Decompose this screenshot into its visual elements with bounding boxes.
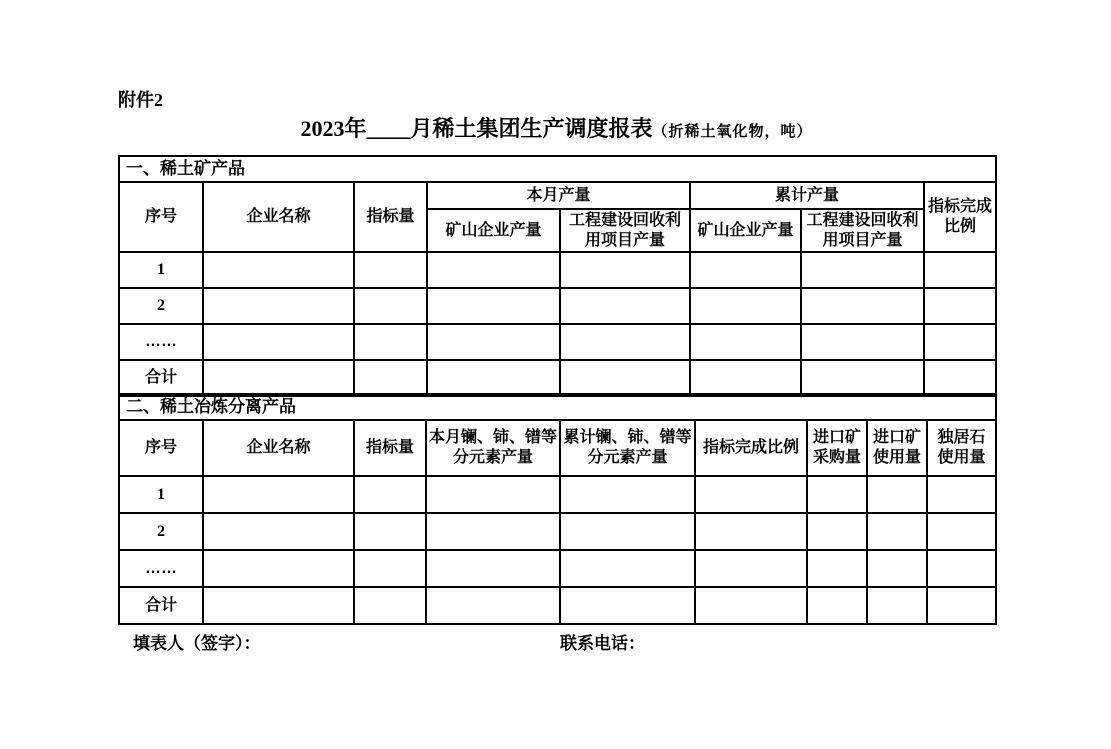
imported-ore-purchase-header: 进口矿采购量 — [807, 420, 867, 476]
empty-cell — [867, 476, 927, 513]
cumulative-element-output-header: 累计镧、铈、镨等分元素产量 — [560, 420, 695, 476]
empty-cell — [560, 288, 690, 324]
quota-header: 指标量 — [354, 420, 426, 476]
section-title-minerals: 一、稀土矿产品 — [119, 156, 996, 182]
table-row — [119, 324, 996, 360]
table-row — [119, 394, 996, 420]
table-row — [119, 476, 996, 513]
minerals-table — [118, 155, 997, 397]
empty-cell — [354, 550, 426, 587]
row-seq-label: 2 — [119, 513, 203, 550]
quota-header: 指标量 — [354, 182, 427, 252]
empty-cell — [560, 587, 695, 624]
empty-cell — [354, 513, 426, 550]
empty-cell — [203, 550, 354, 587]
empty-cell — [807, 513, 867, 550]
empty-cell — [927, 513, 996, 550]
monazite-usage-header: 独居石使用量 — [927, 420, 996, 476]
empty-cell — [203, 288, 354, 324]
empty-cell — [690, 252, 801, 288]
report-title — [118, 112, 995, 143]
empty-cell — [690, 288, 801, 324]
row-seq-label: 2 — [119, 288, 203, 324]
table-row — [119, 420, 996, 476]
contact-phone-label: 联系电话： — [560, 634, 645, 653]
empty-cell — [695, 550, 807, 587]
empty-cell — [807, 587, 867, 624]
month-element-output-header: 本月镧、铈、镨等分元素产量 — [426, 420, 560, 476]
empty-cell — [560, 550, 695, 587]
row-seq-label: 1 — [119, 476, 203, 513]
mine-output-header-cumulative: 矿山企业产量 — [690, 209, 801, 252]
title-year: 2023年 — [300, 116, 367, 141]
empty-cell — [426, 550, 560, 587]
empty-cell — [690, 324, 801, 360]
empty-cell — [354, 587, 426, 624]
table-row — [119, 513, 996, 550]
empty-cell — [924, 288, 996, 324]
empty-cell — [560, 324, 690, 360]
table-row — [119, 550, 996, 587]
empty-cell — [427, 252, 560, 288]
empty-cell — [354, 360, 427, 396]
empty-cell — [354, 288, 427, 324]
empty-cell — [203, 252, 354, 288]
empty-cell — [354, 476, 426, 513]
empty-cell — [560, 252, 690, 288]
project-output-header-month: 工程建设回收利用项目产量 — [560, 209, 690, 252]
filler-signature-label: 填表人（签字）： — [133, 634, 261, 653]
row-seq-label: 1 — [119, 252, 203, 288]
empty-cell — [427, 288, 560, 324]
empty-cell — [427, 324, 560, 360]
empty-cell — [203, 513, 354, 550]
empty-cell — [560, 513, 695, 550]
section-title-smelting: 二、稀土冶炼分离产品 — [119, 394, 996, 420]
table-row — [119, 288, 996, 324]
empty-cell — [426, 513, 560, 550]
table-row — [119, 587, 996, 624]
row-seq-label: …… — [119, 550, 203, 587]
project-output-header-cumulative: 工程建设回收利用项目产量 — [801, 209, 924, 252]
empty-cell — [801, 360, 924, 396]
completion-ratio-header: 指标完成比例 — [924, 182, 996, 252]
empty-cell — [924, 324, 996, 360]
empty-cell — [867, 513, 927, 550]
month-output-group-header: 本月产量 — [427, 182, 690, 209]
empty-cell — [801, 252, 924, 288]
title-unit-note: （折稀土氧化物，吨） — [652, 124, 813, 140]
empty-cell — [807, 476, 867, 513]
empty-cell — [203, 324, 354, 360]
empty-cell — [924, 252, 996, 288]
empty-cell — [560, 476, 695, 513]
empty-cell — [560, 360, 690, 396]
row-seq-label: …… — [119, 324, 203, 360]
completion-ratio-header: 指标完成比例 — [695, 420, 807, 476]
empty-cell — [807, 550, 867, 587]
empty-cell — [426, 587, 560, 624]
empty-cell — [695, 587, 807, 624]
empty-cell — [927, 476, 996, 513]
empty-cell — [927, 550, 996, 587]
empty-cell — [867, 550, 927, 587]
title-blank: ____ — [366, 116, 411, 141]
smelting-table — [118, 393, 997, 625]
empty-cell — [426, 476, 560, 513]
cumulative-output-group-header: 累计产量 — [690, 182, 924, 209]
table-row — [119, 156, 996, 182]
imported-ore-usage-header: 进口矿使用量 — [867, 420, 927, 476]
empty-cell — [203, 476, 354, 513]
table-row — [119, 360, 996, 396]
empty-cell — [801, 288, 924, 324]
empty-cell — [354, 324, 427, 360]
enterprise-name-header: 企业名称 — [203, 420, 354, 476]
title-main: 月稀土集团生产调度报表 — [410, 116, 653, 141]
empty-cell — [801, 324, 924, 360]
seq-header: 序号 — [119, 182, 203, 252]
attachment-label: 附件2 — [118, 90, 163, 110]
empty-cell — [690, 360, 801, 396]
seq-header: 序号 — [119, 420, 203, 476]
empty-cell — [695, 476, 807, 513]
empty-cell — [867, 587, 927, 624]
enterprise-name-header: 企业名称 — [203, 182, 354, 252]
empty-cell — [203, 587, 354, 624]
empty-cell — [427, 360, 560, 396]
empty-cell — [354, 252, 427, 288]
row-seq-label: 合计 — [119, 360, 203, 396]
row-seq-label: 合计 — [119, 587, 203, 624]
empty-cell — [203, 360, 354, 396]
empty-cell — [695, 513, 807, 550]
table-row — [119, 252, 996, 288]
mine-output-header-month: 矿山企业产量 — [427, 209, 560, 252]
empty-cell — [927, 587, 996, 624]
empty-cell — [924, 360, 996, 396]
table-row — [119, 182, 996, 209]
